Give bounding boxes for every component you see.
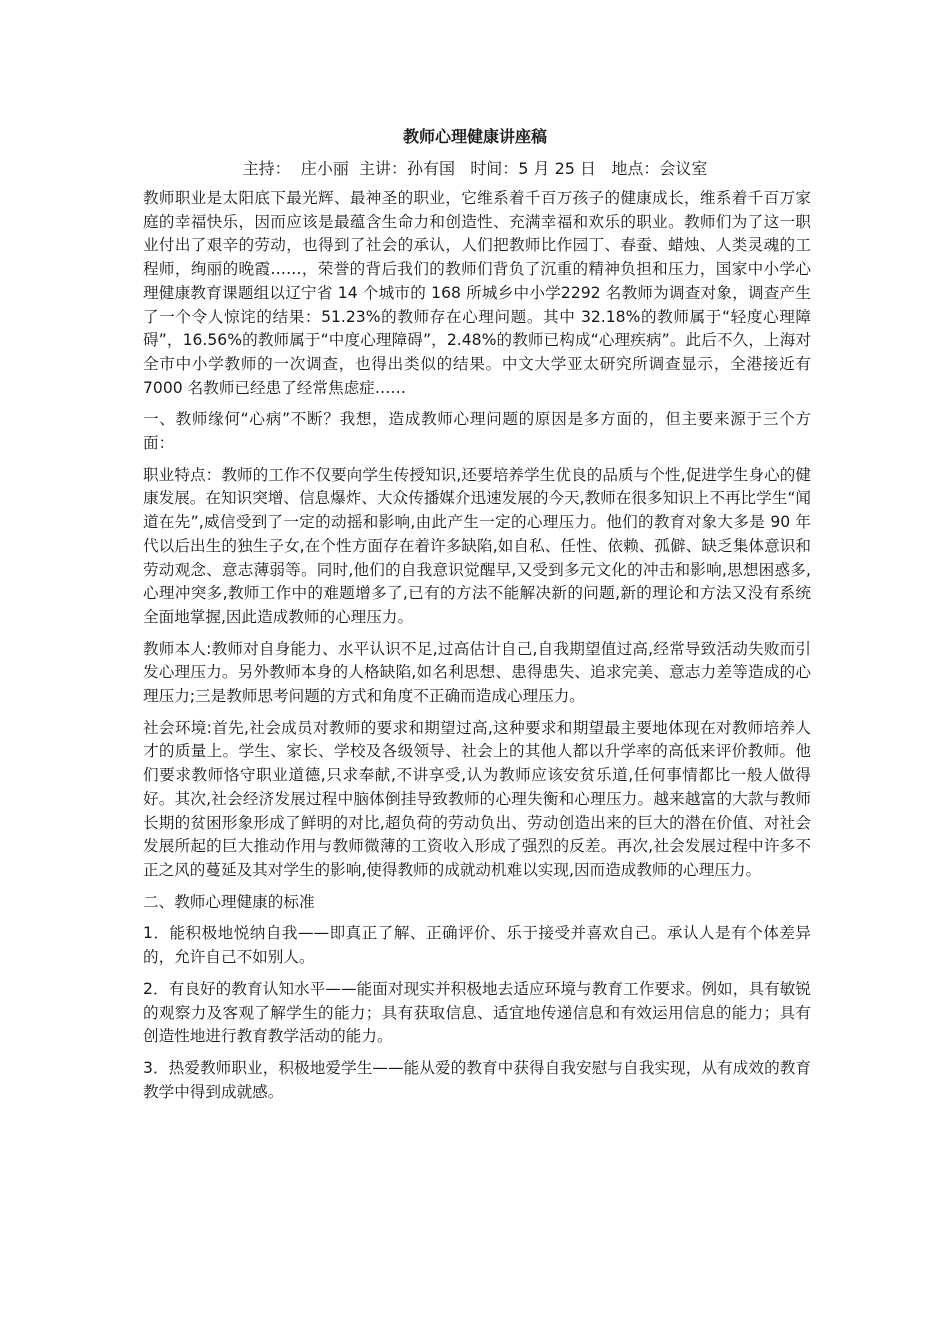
lecture-info-line: 主持： 庄小丽 主讲：孙有国 时间：5 月 25 日 地点：会议室 [242, 159, 708, 178]
section-two-heading: 二、教师心理健康的标准 [143, 892, 315, 911]
social-environment-paragraph: 社会环境:首先,社会成员对教师的要求和期望过高,这种要求和期望最主要地体现在对教师培养人才的质量上。学生、家长、学校及各级领导、社会上的其他人都以升学率的高低来评价教师。他们要求教师恪守职业道德,只求奉献,不讲享受,认为教师应该安贫乐道,任何事情都比一般人做得好。其次,社会经济发展过程中脑体倒挂导致教师的心理失衡和心理压力。越来越富的大款与教师长期的贫困形象形成了鲜明的对比,超负荷的劳动负出、劳动创造出来的巨大的潜在价值、对社会发展所起的巨大推动作用与教师微薄的工资收入形成了强烈的反差。再次,社会发展过程中许多不正之风的蔓延及其对学生的影响,使得教师的成就动机难以实现,因而造成教师的心理压力。 [143, 718, 811, 879]
standard-item-3: 3．热爱教师职业，积极地爱学生——能从爱的教育中获得自我安慰与自我实现，从有成效的教育教学中得到成就感。 [143, 1058, 811, 1101]
intro-paragraph: 教师职业是太阳底下最光辉、最神圣的职业，它维系着千百万孩子的健康成长，维系着千百万家庭的幸福快乐，因而应该是最蕴含生命力和创造性、充满幸福和欢乐的职业。教师们为了这一职业付出了艰辛的劳动，也得到了社会的承认，人们把教师比作园丁、春蚕、蜡烛、人类灵魂的工程师，绚丽的晚霞……，荣誉的背后我们的教师们背负了沉重的精神负担和压力，国家中小学心理健康教育课题组以辽宁省 14 个城市的 168 所城乡中小学2292 名教师为调查对象，调查产生了一个令人惊诧的结果：51.23%的教师存在心理问题。其中 32.18%的教师属于“轻度心理障碍”，16.56%的教师属于“中度心理障碍”，2.48%的教师已构成“心理疾病”。此后不久，上海对全市中小学教师的一次调查，也得出类似的结果。中文大学亚太研究所调查显示，全港接近有 7000 名教师已经患了经常焦虑症…… [143, 189, 811, 397]
document-body [143, 187, 811, 1112]
document-title: 教师心理健康讲座稿 [402, 127, 547, 146]
standard-item-2: 2．有良好的教育认知水平——能面对现实并积极地去适应环境与教育工作要求。例如，具有敏锐的观察力及客观了解学生的能力；具有获取信息、适宜地传递信息和有效运用信息的能力；具有创造性地进行教育教学活动的能力。 [143, 979, 811, 1046]
occupational-factors-paragraph: 职业特点：教师的工作不仅要向学生传授知识,还要培养学生优良的品质与个性,促进学生身心的健康发展。在知识突增、信息爆炸、大众传播媒介迅速发展的今天,教师在很多知识上不再比学生“闻道在先”,威信受到了一定的动摇和影响,由此产生一定的心理压力。他们的教育对象大多是 90 年代以后出生的独生子女,在个性方面存在着许多缺陷,如自私、任性、依赖、孤僻、缺乏集体意识和劳动观念、意志薄弱等。同时,他们的自我意识觉醒早,又受到多元文化的冲击和影响,思想困惑多,心理冲突多,教师工作中的难题增多了,已有的方法不能解决新的问题,新的理论和方法又没有系统全面地掌握,因此造成教师的心理压力。 [143, 465, 811, 626]
section-one-heading: 一、教师缘何“心病”不断？我想，造成教师心理问题的原因是多方面的，但主要来源于三个方面： [143, 410, 811, 453]
standard-item-1: 1．能积极地悦纳自我——即真正了解、正确评价、乐于接受并喜欢自己。承认人是有个体差异的，允许自己不如别人。 [143, 924, 811, 967]
teacher-self-paragraph: 教师本人:教师对自身能力、水平认识不足,过高估计自己,自我期望值过高,经常导致活动失败而引发心理压力。另外教师本身的人格缺陷,如名利思想、患得患失、追求完美、意志力差等造成的心理压力;三是教师思考问题的方式和角度不正确而造成心理压力。 [143, 639, 811, 706]
